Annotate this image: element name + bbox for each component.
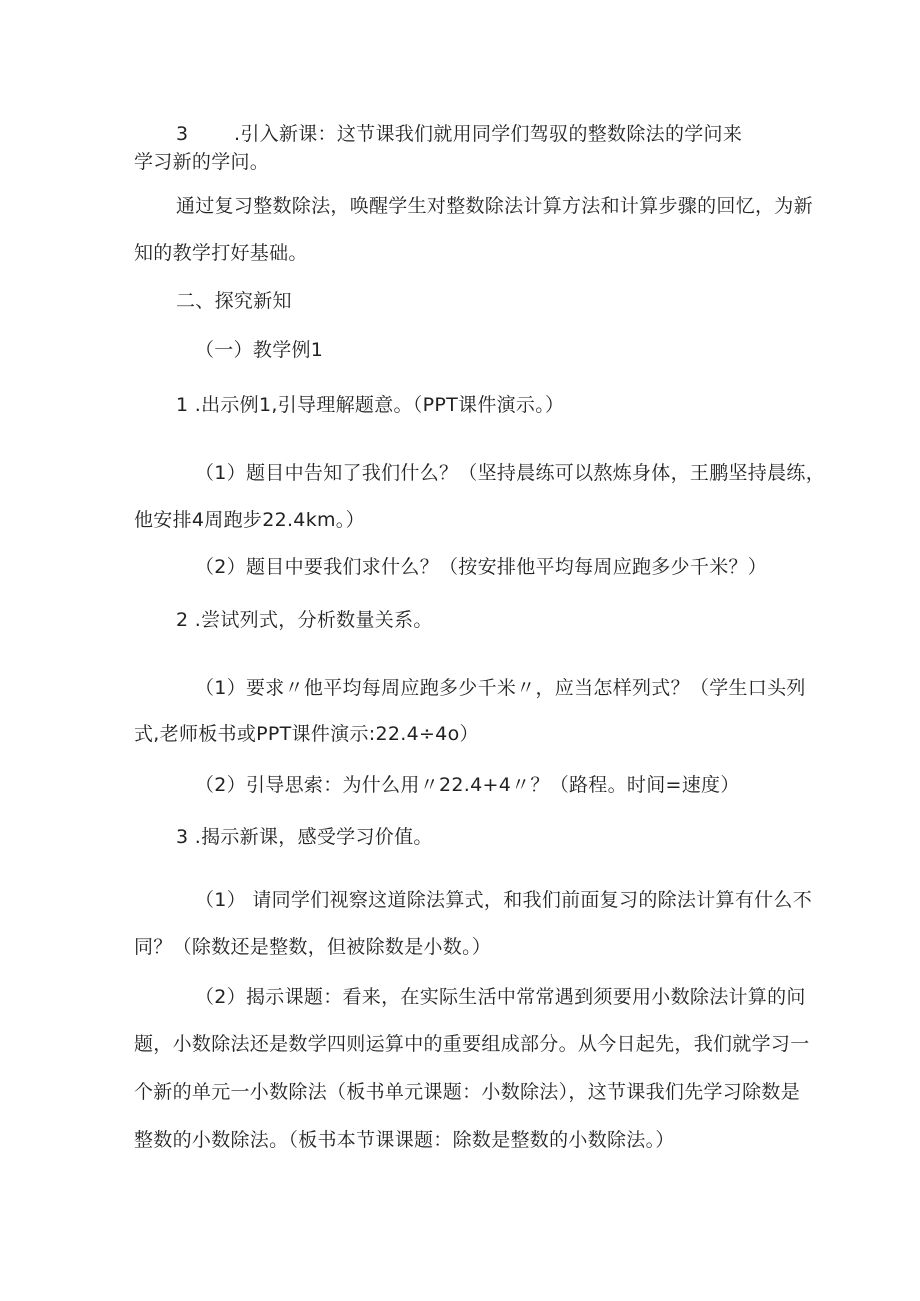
step-2-item-1-line-1: （1）要求〃他平均每周应跑多少千米〃，应当怎样列式？（学生口头列 [195,677,806,699]
question-2: （2）题目中要我们求什么？（按安排他平均每周应跑多少千米？） [195,556,768,578]
item-number: 3 [176,123,189,145]
subsection-heading: （一）教学例1 [195,339,324,361]
paragraph-review-line-1: 通过复习整数除法，唤醒学生对整数除法计算方法和计算步骤的回忆，为新 [176,195,813,217]
paragraph-intro-line-2: 学习新的学问。 [134,151,270,173]
step-3-item-2-line-3: 个新的单元一小数除法（板书单元课题：小数除法），这节课我们先学习除数是 [134,1081,801,1103]
step-3-item-1-line-2: 同？（除数还是整数，但被除数是小数。） [134,936,492,958]
question-1-line-2: 他安排4周跑步22.4km。） [134,509,365,531]
step-1: 1 .出示例1,引导理解题意。（PPT课件演示。） [176,394,565,416]
step-2-item-1-line-2: 式,老师板书或PPT课件演示:22.4÷4o） [134,723,479,745]
step-3-item-2-line-2: 题，小数除法还是数学四则运算中的重要组成部分。从今日起先，我们就学习一 [134,1033,810,1055]
step-3-item-1-line-1: （1） 请同学们视察这道除法算式，和我们前面复习的除法计算有什么不 [195,889,813,911]
step-3: 3 .揭示新课，感受学习价值。 [176,826,433,848]
question-1-line-1: （1）题目中告知了我们什么？（坚持晨练可以熬炼身体，王鹏坚持晨练， [195,462,825,484]
step-3-item-2-line-1: （2）揭示课题：看来，在实际生活中常常遇到须要用小数除法计算的问 [195,986,806,1008]
item-text: .引入新课：这节课我们就用同学们驾驭的整数除法的学问来 [234,123,743,145]
step-2: 2 .尝试列式，分析数量关系。 [176,609,433,631]
section-heading: 二、探究新知 [176,290,292,312]
step-3-item-2-line-4: 整数的小数除法。（板书本节课课题：除数是整数的小数除法。） [134,1129,675,1151]
paragraph-review-line-2: 知的教学打好基础。 [134,242,308,264]
paragraph-intro-line-1 [176,122,742,146]
step-2-item-2: （2）引导思索：为什么用〃22.4+4〃？（路程。时间=速度） [195,774,740,796]
